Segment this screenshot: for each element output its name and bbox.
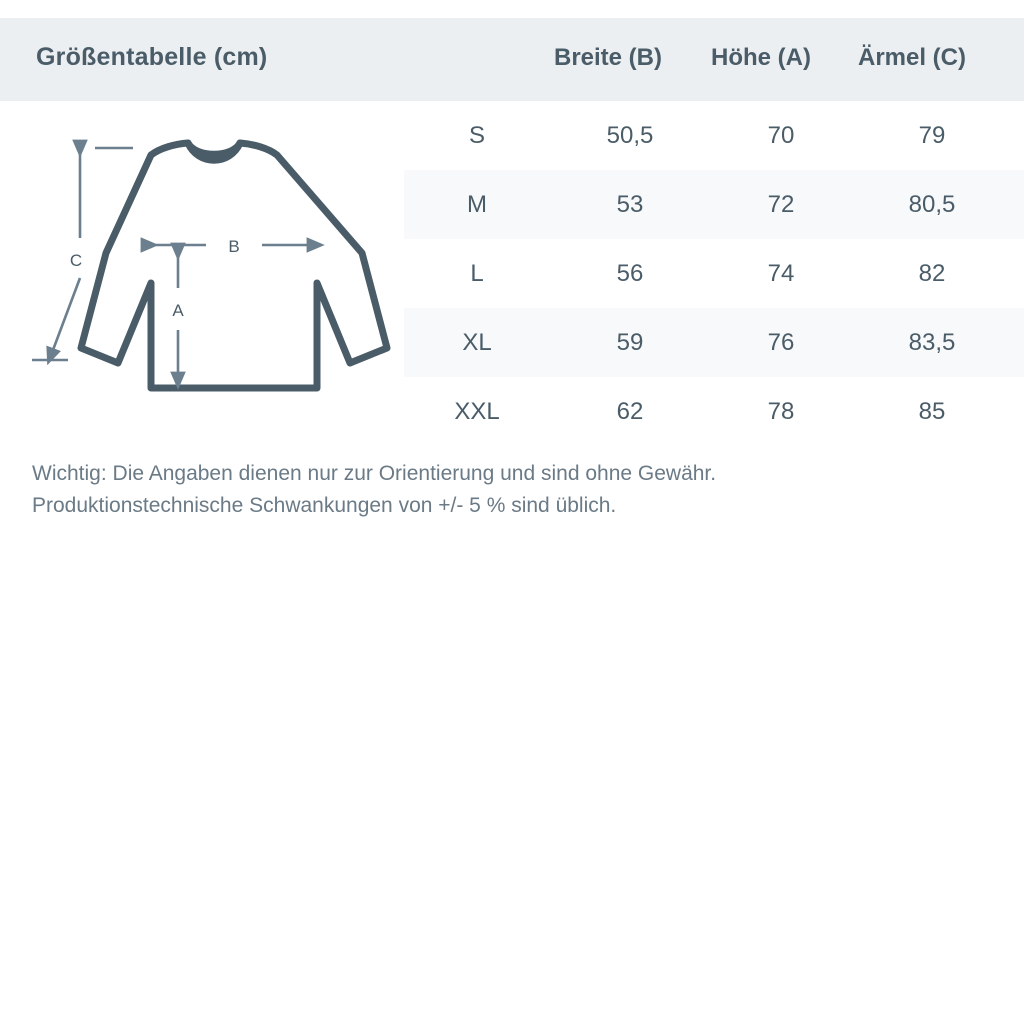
cell-size: XXL: [454, 397, 500, 425]
disclaimer-line-2: Produktionstechnische Schwankungen von +/- 5 % sind üblich.: [32, 494, 617, 517]
cell-sleeve: 79: [918, 121, 946, 149]
cell-height: 72: [767, 190, 795, 218]
label-c: C: [69, 251, 83, 270]
garment-diagram: [20, 120, 410, 440]
sweatshirt-outline: [81, 143, 387, 388]
cell-width: 56: [616, 259, 644, 287]
cell-width: 50,5: [606, 121, 654, 149]
page-title: Größentabelle (cm): [36, 43, 268, 71]
cell-size: L: [470, 259, 484, 287]
column-header-height: Höhe (A): [711, 44, 811, 71]
table-row: [404, 308, 1024, 377]
label-a: A: [172, 301, 184, 320]
cell-size: XL: [462, 328, 492, 356]
table-row: [404, 377, 1024, 446]
cell-sleeve: 85: [918, 397, 946, 425]
table-row: [404, 101, 1024, 170]
cell-height: 78: [767, 397, 795, 425]
disclaimer-label: Wichtig:: [32, 462, 107, 485]
cell-sleeve: 82: [918, 259, 946, 287]
column-header-width: Breite (B): [553, 44, 662, 71]
disclaimer-note: [32, 458, 992, 522]
column-header-sleeve: Ärmel (C): [857, 44, 966, 71]
cell-size: S: [468, 121, 485, 149]
cell-sleeve: 80,5: [908, 190, 956, 218]
cell-height: 74: [767, 259, 795, 287]
cell-height: 76: [767, 328, 795, 356]
disclaimer-line-1: Die Angaben dienen nur zur Orientierung und sind ohne Gewähr.: [106, 462, 717, 485]
cell-sleeve: 83,5: [908, 328, 956, 356]
table-row: [404, 239, 1024, 308]
cell-width: 62: [616, 397, 644, 425]
label-b: B: [228, 237, 240, 256]
cell-width: 59: [616, 328, 644, 356]
cell-size: M: [467, 190, 487, 218]
sleeve-dimension-arrow: [32, 148, 133, 360]
cell-width: 53: [616, 190, 644, 218]
size-table-body: [404, 101, 1024, 446]
cell-height: 70: [767, 121, 795, 149]
table-row: [404, 170, 1024, 239]
